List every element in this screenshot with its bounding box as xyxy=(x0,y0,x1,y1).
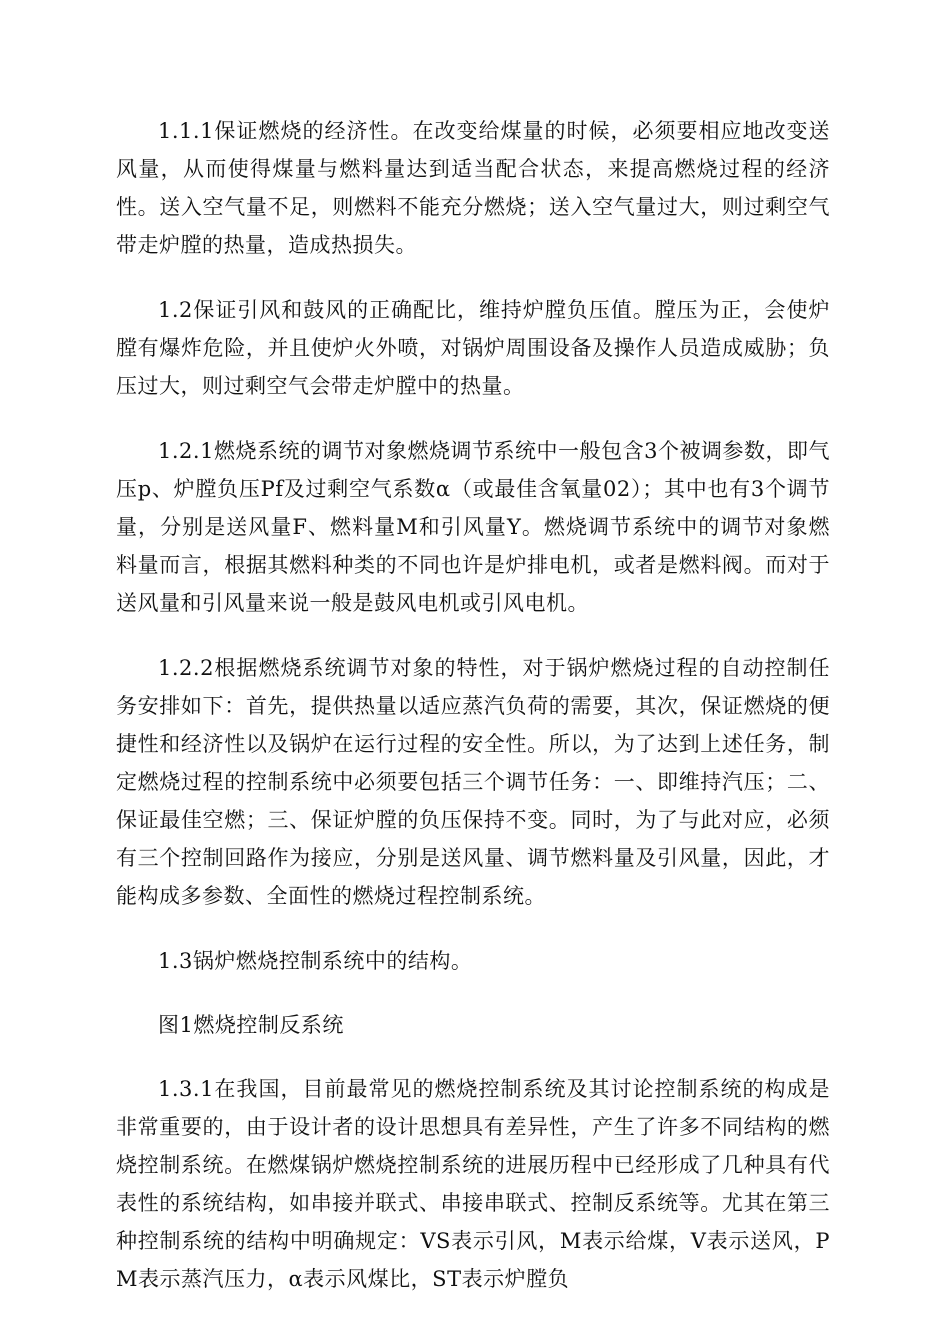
figure-caption: 图1燃烧控制反系统 xyxy=(158,1013,344,1037)
paragraph-1-2-1: 1.2.1燃烧系统的调节对象燃烧调节系统中一般包含3个被调参数，即气压p、炉膛负压Pf及过剩空气系数α（或最佳含氧量02）；其中也有3个调节量，分别是送风量F、燃料量M和引风量Y。燃烧调节系统中的调节对象燃料量而言，根据其燃料种类的不同也许是炉排电机，或者是燃料阀。而对于送风量和引风量来说一般是鼓风电机或引风电机。 xyxy=(116,439,830,615)
section-heading-1-3: 1.3锅炉燃烧控制系统中的结构。 xyxy=(158,949,473,973)
paragraph-1-2-2: 1.2.2根据燃烧系统调节对象的特性，对于锅炉燃烧过程的自动控制任务安排如下：首先，提供热量以适应蒸汽负荷的需要，其次，保证燃烧的便捷性和经济性以及锅炉在运行过程的安全性。所以，为了达到上述任务，制定燃烧过程的控制系统中必须要包括三个调节任务：一、即维持汽压；二、保证最佳空燃；三、保证炉膛的负压保持不变。同时，为了与此对应，必须有三个控制回路作为接应，分别是送风量、调节燃料量及引风量，因此，才能构成多参数、全面性的燃烧过程控制系统。 xyxy=(116,656,830,908)
paragraph-1-1-1: 1.1.1保证燃烧的经济性。在改变给煤量的时候，必须要相应地改变送风量，从而使得煤量与燃料量达到适当配合状态，来提高燃烧过程的经济性。送入空气量不足，则燃料不能充分燃烧；送入空气量过大，则过剩空气带走炉膛的热量，造成热损失。 xyxy=(116,119,830,257)
paragraph-1-2: 1.2保证引风和鼓风的正确配比，维持炉膛负压值。膛压为正，会使炉膛有爆炸危险，并且使炉火外喷，对锅炉周围设备及操作人员造成威胁；负压过大，则过剩空气会带走炉膛中的热量。 xyxy=(116,298,830,398)
paragraph-1-3-1: 1.3.1在我国，目前最常见的燃烧控制系统及其讨论控制系统的构成是非常重要的，由于设计者的设计思想具有差异性，产生了许多不同结构的燃烧控制系统。在燃煤锅炉燃烧控制系统的进展历程中已经形成了几种具有代表性的系统结构，如串接并联式、串接串联式、控制反系统等。尤其在第三种控制系统的结构中明确规定：VS表示引风，M表示给煤，V表示送风，PM表示蒸汽压力，α表示风煤比，ST表示炉膛负 xyxy=(116,1077,830,1291)
document-body xyxy=(116,112,830,1325)
